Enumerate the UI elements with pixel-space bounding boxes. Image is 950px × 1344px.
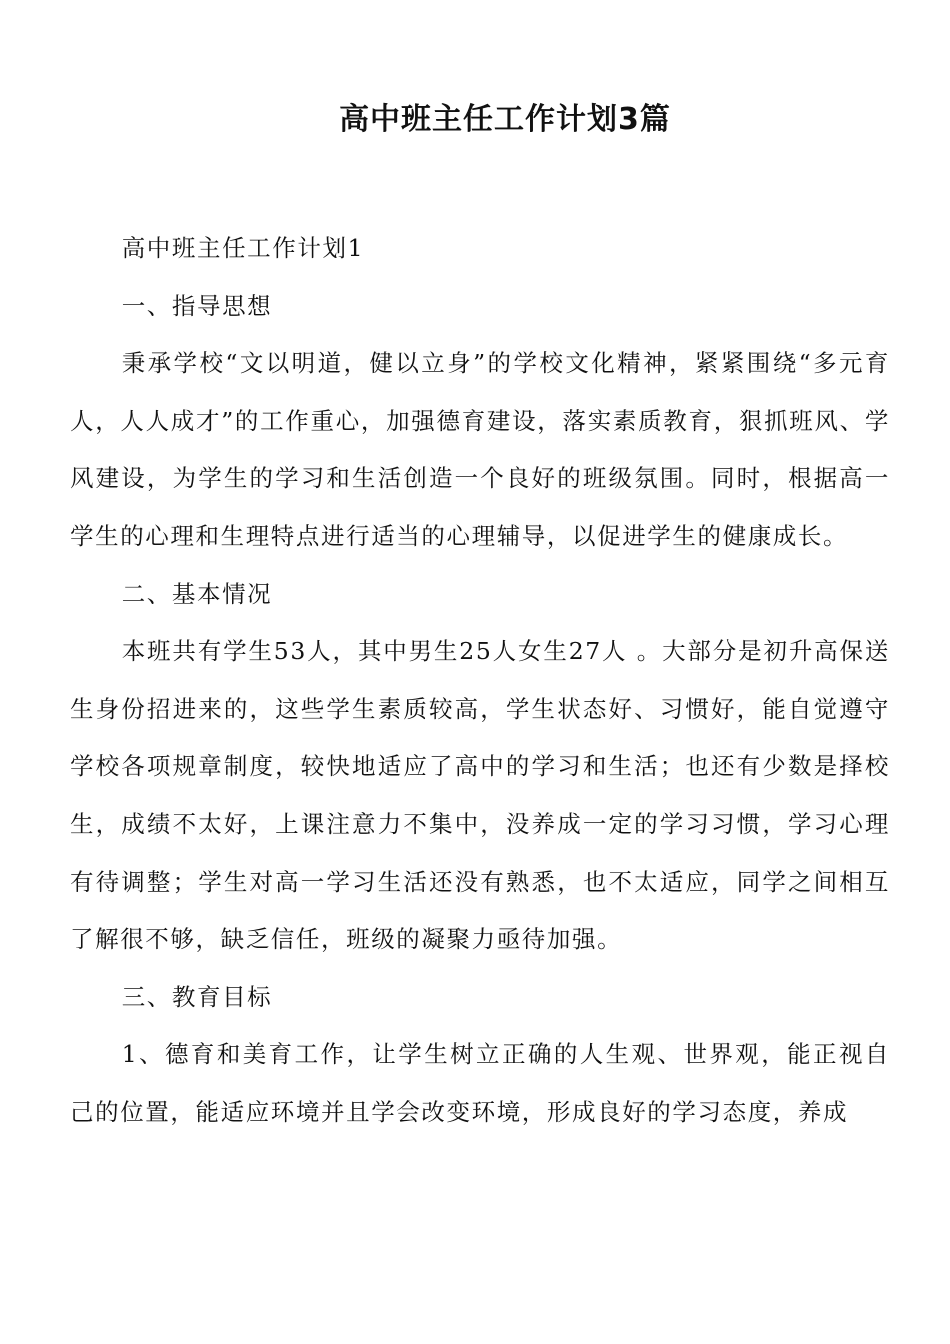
paragraph-basic-situation: 本班共有学生53人，其中男生25人女生27人 。大部分是初升高保送生身份招进来的，这些学生素质较高，学生状态好、习惯好，能自觉遵守学校各项规章制度，较快地适应了高中的学习和生活；也还有少数是择校生，成绩不太好，上课注意力不集中，没养成一定的学习习惯，学习心理有待调整；学生对高一学习生活还没有熟悉，也不太适应，同学之间相互了解很不够，缺乏信任，班级的凝聚力亟待加强。 <box>70 637 890 954</box>
document-title: 高中班主任工作计划3篇 <box>339 102 671 137</box>
section-heading-basic-situation: 二、基本情况 <box>121 579 273 608</box>
section-heading-education-goals: 三、教育目标 <box>121 982 273 1011</box>
paragraph-guiding-ideology: 秉承学校“文以明道，健以立身”的学校文化精神，紧紧围绕“多元育人，人人成才”的工作重心，加强德育建设，落实素质教育，狠抓班风、学风建设，为学生的学习和生活创造一个良好的班级氛围。同时，根据高一学生的心理和生理特点进行适当的心理辅导，以促进学生的健康成长。 <box>70 349 890 550</box>
section-heading-plan-1: 高中班主任工作计划1 <box>121 234 365 262</box>
section-heading-guiding-ideology: 一、指导思想 <box>121 291 273 320</box>
document-body <box>70 220 890 1142</box>
paragraph-education-goals: 1、德育和美育工作，让学生树立正确的人生观、世界观，能正视自己的位置，能适应环境并且学会改变环境，形成良好的学习态度，养成 <box>70 1040 890 1126</box>
